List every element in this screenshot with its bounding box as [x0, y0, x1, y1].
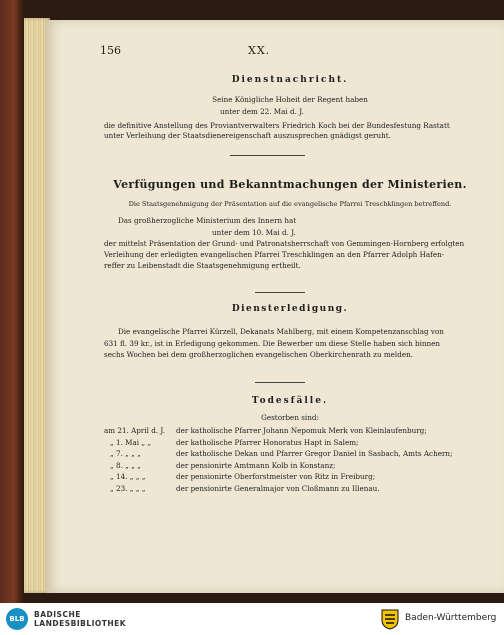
dienstnachricht-line: Seine Königliche Hoheit der Regent haben [212, 95, 368, 104]
library-name-line2: LANDESBIBLIOTHEK [34, 619, 127, 628]
verfuegungen-line: unter dem 10. Mai d. J. [212, 228, 296, 237]
section-divider [255, 292, 305, 293]
death-entry-text: der pensionirte Generalmajor von Cloßmann zu Illenau. [176, 484, 380, 493]
dienstnachricht-heading: Dienstnachricht. [231, 75, 349, 85]
death-entry-text: der katholische Pfarrer Honoratus Hapt in Salem; [176, 438, 359, 447]
diensterledigung-line: sechs Wochen bei dem großherzoglichen evangelischen Oberkirchenrath zu melden. [104, 350, 413, 359]
verfuegungen-heading: Verfügungen und Bekanntmachungen der Ministerien. [113, 178, 467, 191]
death-entry-date: „ 1. Mai „ „ [110, 438, 152, 447]
section-divider [255, 382, 305, 383]
death-entry-text: der katholische Pfarrer Johann Nepomuk Merk von Kleinlaufenburg; [176, 426, 427, 435]
page-number: 156 [100, 44, 121, 57]
death-entry-date: „ 14. „ „ „ [110, 472, 146, 481]
library-name[interactable] [34, 610, 126, 628]
death-entry-text: der pensionirte Amtmann Kolb in Konstanz; [176, 461, 336, 470]
death-entry-date: „ 23. „ „ „ [110, 484, 146, 493]
death-entry-date: am 21. April d. J. [104, 426, 165, 435]
footer-bar [0, 603, 504, 635]
state-name[interactable]: Baden-Württemberg [405, 613, 497, 623]
state-coat-of-arms-icon[interactable] [380, 608, 400, 630]
verfuegungen-line: Verleihung der erledigten evangelischen Pfarrei Treschklingen an den Pfarrer Adolph Hafen- [104, 250, 445, 259]
dienstnachricht-line: die definitive Anstellung des Proviantverwalters Friedrich Koch bei der Bundesfestung Rastatt [104, 121, 450, 130]
todesfaelle-heading: Todesfälle. [251, 396, 329, 406]
death-entry-date: „ 8. „ „ „ [110, 461, 141, 470]
verfuegungen-line: der mittelst Präsentation der Grund- und Patronatsherrschaft von Gemmingen-Hornberg erfolgten [104, 239, 465, 248]
verfuegungen-line: Das großherzogliche Ministerium des Innern hat [118, 216, 297, 225]
verfuegungen-line: reffer zu Leibenstadt die Staatsgenehmigung ertheilt. [104, 261, 301, 270]
diensterledigung-line: 631 fl. 39 kr., ist in Erledigung gekommen. Die Bewerber um diese Stelle haben sich binnen [104, 339, 441, 348]
death-entry-text: der pensionirte Oberforstmeister von Ritz in Freiburg; [176, 472, 376, 481]
section-divider [230, 155, 305, 156]
todesfaelle-subheading: Gestorben sind: [261, 413, 319, 422]
dienstnachricht-line: unter dem 22. Mai d. J. [220, 107, 304, 116]
running-header [100, 44, 480, 60]
diensterledigung-heading: Diensterledigung. [231, 304, 349, 314]
section-number: XX. [248, 44, 271, 57]
library-name-line1: BADISCHE [34, 610, 81, 619]
verfuegungen-summary: Die Staatsgenehmigung der Präsentation auf die evangelische Pfarrei Treschklingen betreffend. [128, 200, 452, 208]
dienstnachricht-line: unter Verleihung der Staatsdienereigenschaft auszusprechen gnädigst geruht. [104, 131, 391, 140]
blb-logo-icon[interactable]: BLB [6, 608, 28, 630]
death-entry-date: „ 7. „ „ „ [110, 449, 141, 458]
diensterledigung-line: Die evangelische Pfarrei Kürzell, Dekanats Mahlberg, mit einem Kompetenzanschlag von [118, 327, 444, 336]
death-entry-text: der katholische Dekan und Pfarrer Gregor Daniel in Sasbach, Amts Achern; [176, 449, 453, 458]
